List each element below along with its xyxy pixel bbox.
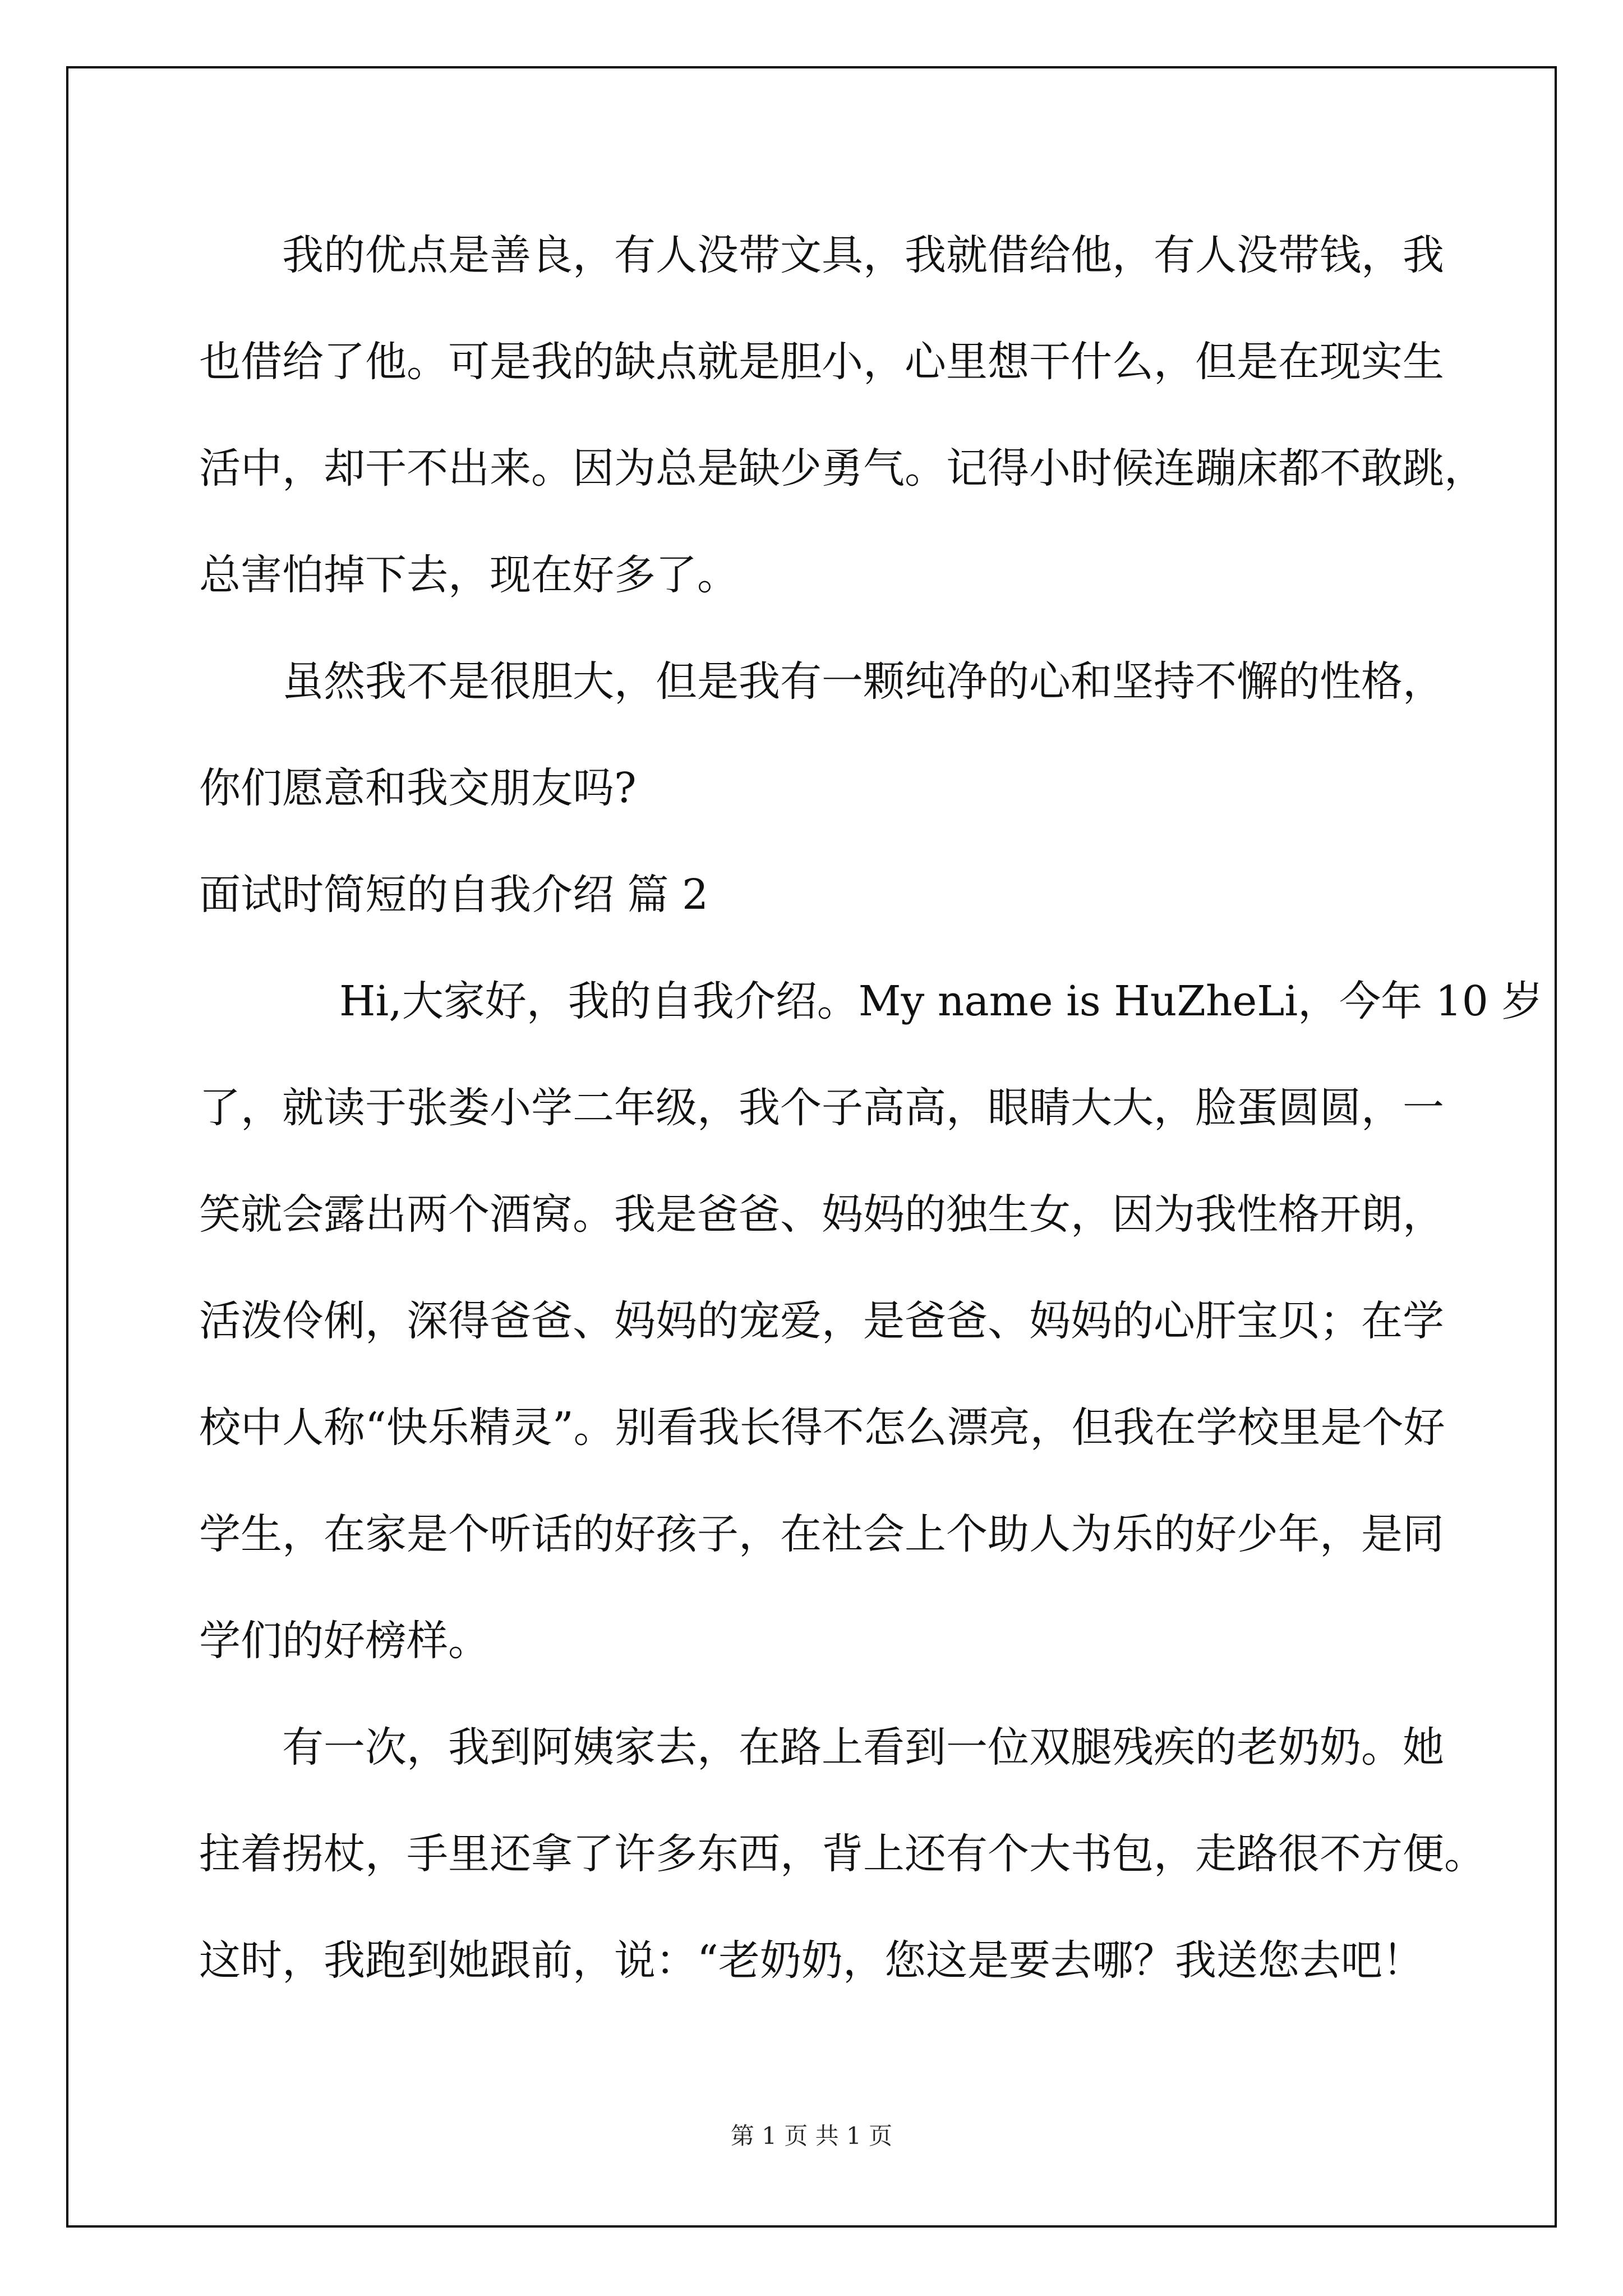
text-line: 笑就会露出两个酒窝。我是爸爸、妈妈的独生女，因为我性格开朗， bbox=[199, 1190, 1444, 1239]
text-line: 学生，在家是个听话的好孩子，在社会上个助人为乐的好少年，是同 bbox=[199, 1510, 1444, 1558]
text-line: 校中人称“快乐精灵”。别看我长得不怎么漂亮，但我在学校里是个好 bbox=[199, 1404, 1445, 1452]
text-line: 你们愿意和我交朋友吗? bbox=[199, 764, 637, 812]
text-line: 学们的好榜样。 bbox=[199, 1617, 490, 1665]
section-title: 面试时简短的自我介绍 篇 2 bbox=[199, 871, 709, 919]
text-line: 了，就读于张娄小学二年级，我个子高高，眼睛大大，脸蛋圆圆，一 bbox=[199, 1084, 1444, 1132]
paragraph-story bbox=[199, 1708, 1486, 2028]
text-line: 虽然我不是很胆大，但是我有一颗纯净的心和坚持不懈的性格， bbox=[282, 657, 1444, 706]
paragraph-strengths bbox=[199, 216, 1486, 642]
paragraph-introduction bbox=[199, 962, 1543, 1708]
text-line: 活泼伶俐，深得爸爸、妈妈的宠爱，是爸爸、妈妈的心肝宝贝；在学 bbox=[199, 1297, 1444, 1345]
text-line: Hi,大家好，我的自我介绍。My name is HuZheLi，今年 10 岁 bbox=[339, 977, 1543, 1025]
section-heading bbox=[199, 855, 1444, 962]
paragraph-friendship bbox=[199, 642, 1444, 855]
text-line: 活中，却干不出来。因为总是缺少勇气。记得小时候连蹦床都不敢跳， bbox=[199, 444, 1486, 493]
text-line: 总害怕掉下去，现在好多了。 bbox=[199, 551, 739, 599]
text-line: 我的优点是善良，有人没带文具，我就借给他，有人没带钱，我 bbox=[282, 231, 1444, 279]
text-line: 有一次，我到阿姨家去，在路上看到一位双腿残疾的老奶奶。她 bbox=[282, 1723, 1444, 1772]
page-number-footer: 第 1 页 共 1 页 bbox=[730, 2122, 893, 2150]
text-line: 这时，我跑到她跟前，说：“老奶奶，您这是要去哪？我送您去吧！ bbox=[199, 1936, 1424, 1985]
text-line: 拄着拐杖，手里还拿了许多东西，背上还有个大书包，走路很不方便。 bbox=[199, 1830, 1486, 1878]
document-body bbox=[199, 216, 1543, 2028]
text-line: 也借给了他。可是我的缺点就是胆小，心里想干什么，但是在现实生 bbox=[199, 338, 1444, 386]
